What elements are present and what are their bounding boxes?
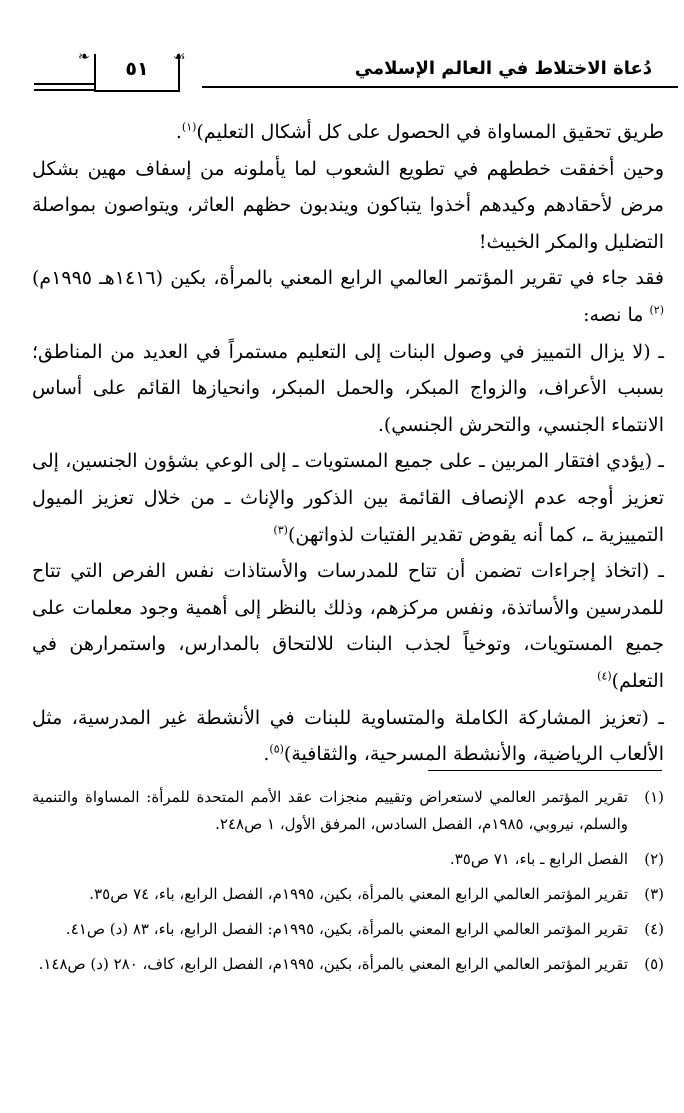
footnote-text: الفصل الرابع ـ باء، ٧١ ص٣٥. <box>449 850 628 868</box>
paragraph <box>32 700 664 773</box>
footnote-text: تقرير المؤتمر العالمي الرابع المعني بالمرأة، بكين، ١٩٩٥م: الفصل الرابع، باء، ٨٣ (د) ص٤١. <box>65 920 628 938</box>
footnote-text: تقرير المؤتمر العالمي لاستعراض وتقييم منجزات عقد الأمم المتحدة للمرأة: المساواة والتنمية والسلم، نيروبي، ١٩٨٥م، الفصل السادس، المرفق الأول، ١ ص٢٤٨. <box>32 788 628 833</box>
paragraph-text: ـ (اتخاذ إجراءات تضمن أن تتاح للمدرسات والأستاذات نفس الفرص التي تتاح للمدرسين والأساتذة، ونفس مركزهم، وذلك بالنظر إلى أهمية وجود معلمات على جميع المستويات، وتوخياً لجذب البنات للالتحاق بالمدارس، واستمرارهن في التعلم) <box>32 560 664 692</box>
paragraph-text: ـ (لا يزال التمييز في وصول البنات إلى التعليم مستمراً في العديد من المناطق؛ بسبب الأعراف، والزواج المبكر، والحمل المبكر، وانحيازها القائم على أساس الانتماء الجنسي، والتحرش الجنسي). <box>32 340 664 436</box>
footnote-separator <box>428 770 662 771</box>
footnote <box>32 784 664 838</box>
footnote-text: تقرير المؤتمر العالمي الرابع المعني بالمرأة، بكين، ١٩٩٥م، الفصل الرابع، كاف، ٢٨٠ (د) ص١٤٨. <box>38 955 628 973</box>
footnote-number: (٢) <box>644 850 664 868</box>
paragraph-tail: ما نصه: <box>583 303 650 326</box>
paragraph <box>32 334 664 444</box>
footnote <box>32 846 664 873</box>
paragraph-text: وحين أخفقت خططهم في تطويع الشعوب لما يأملونه من إسفاف مهين بشكل مرض لأحقادهم وكيدهم أخذوا يتباكون ويندبون حظهم العاثر، ويتواصون بمواصلة التضليل والمكر الخبيث! <box>32 157 664 253</box>
paragraph <box>32 260 664 333</box>
footnote <box>32 916 664 943</box>
footnote-number: (٥) <box>644 955 664 973</box>
paragraph-text: فقد جاء في تقرير المؤتمر العالمي الرابع المعني بالمرأة، بكين (١٤١٦هـ ١٩٩٥م) <box>32 267 664 290</box>
footnote-ref: (٢) <box>649 303 664 317</box>
paragraph <box>32 553 664 699</box>
footnote-text: تقرير المؤتمر العالمي الرابع المعني بالمرأة، بكين، ١٩٩٥م، الفصل الرابع، باء، ٧٤ ص٣٥. <box>89 885 628 903</box>
main-text <box>32 114 664 773</box>
footnote-number: (١) <box>644 788 664 806</box>
paragraph <box>32 443 664 553</box>
paragraph-text: ـ (تعزيز المشاركة الكاملة والمتساوية للبنات في الأنشطة غير المدرسية، مثل الألعاب الرياضية، والأنشطة المسرحية، والثقافية) <box>32 706 664 766</box>
footnote-number: (٤) <box>644 920 664 938</box>
footnote-ref: (٥) <box>269 742 284 756</box>
paragraph-tail: . <box>175 121 182 143</box>
footnote <box>32 881 664 908</box>
footnote-ref: (٤) <box>597 669 612 683</box>
leaf-ornament-icon: ☙ <box>173 49 186 65</box>
running-header <box>34 46 678 98</box>
paragraph-tail: . <box>263 743 270 766</box>
footnote <box>32 951 664 978</box>
footnote-ref: (٣) <box>273 523 288 537</box>
footnote-number: (٣) <box>644 885 664 903</box>
page-number-frame <box>94 54 180 92</box>
header-double-rule-top <box>34 83 94 85</box>
header-rule <box>202 86 678 88</box>
footnotes <box>32 784 664 986</box>
page-number: ٥١ <box>125 58 149 80</box>
paragraph <box>32 114 664 151</box>
header-double-rule-bottom <box>34 89 94 91</box>
paragraph-text: طريق تحقيق المساواة في الحصول على كل أشكال التعليم) <box>196 121 664 143</box>
footnote-ref: (١) <box>181 120 197 134</box>
paragraph-text: ـ (يؤدي افتقار المربين ـ على جميع المستويات ـ إلى الوعي بشؤون الجنسين، إلى تعزيز أوجه عدم الإنصاف القائمة بين الذكور والإناث ـ من خلال تعزيز الميول التمييزية ـ، كما أنه يقوض تقدير الفتيات لذواتهن) <box>32 450 664 546</box>
paragraph <box>32 151 664 261</box>
leaf-ornament-icon: ❧ <box>78 49 90 65</box>
book-title: دُعاة الاختلاط في العالم الإسلامي <box>354 58 652 79</box>
